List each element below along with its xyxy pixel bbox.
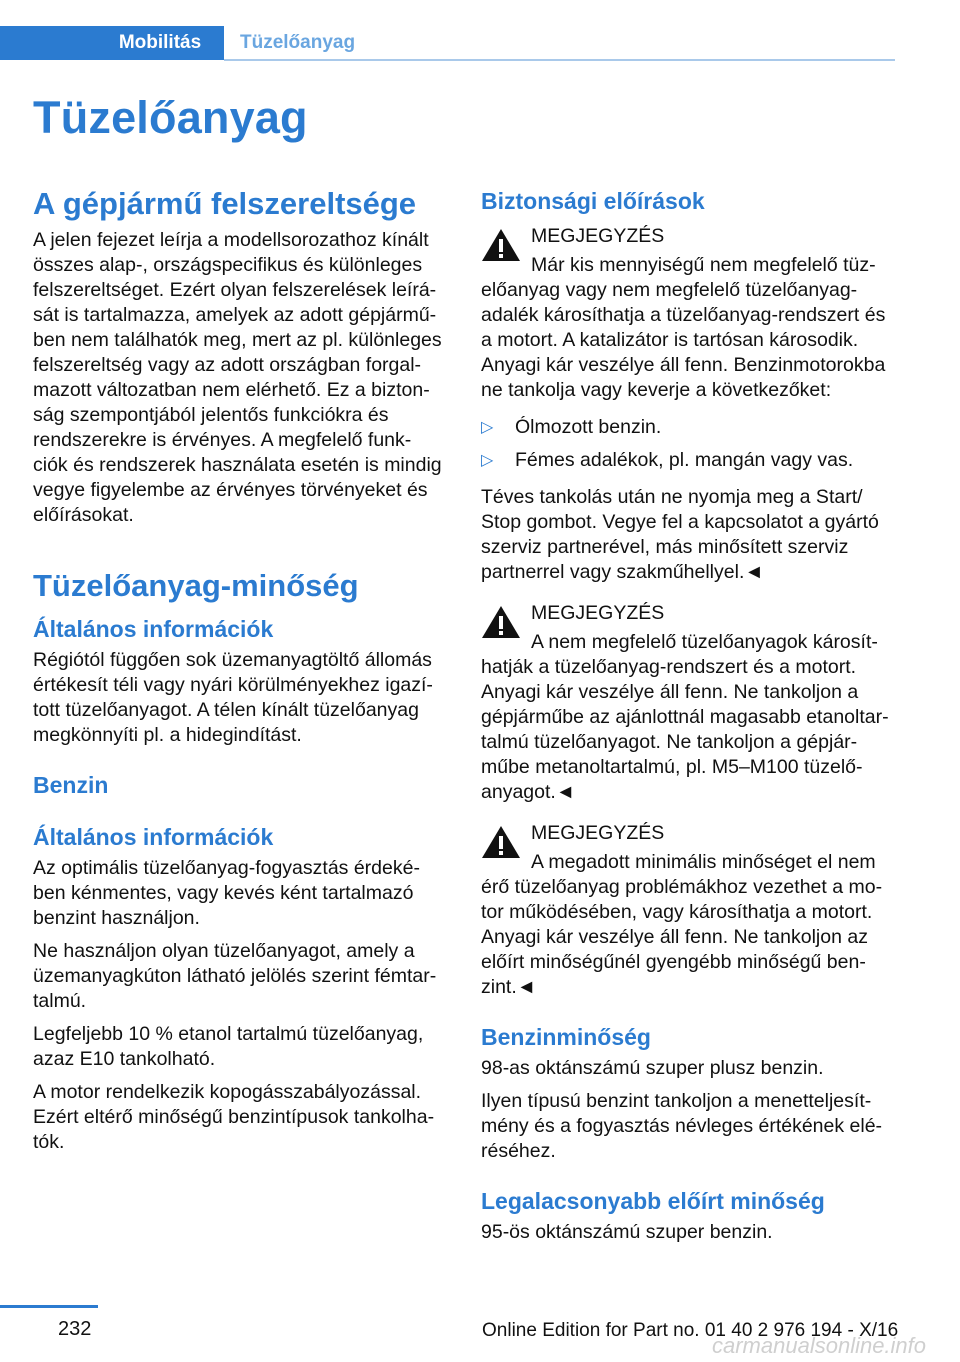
list-item-text: Fémes adalékok, pl. mangán vagy vas. — [515, 449, 854, 471]
section-title-equipment: A gépjármű felszereltsége — [33, 186, 417, 221]
header-divider — [224, 59, 895, 61]
footer-edition: Online Edition for Part no. 01 40 2 976 194 - X/16 — [482, 1320, 899, 1341]
warning-note — [481, 601, 895, 805]
note-rest: hatják a tüzelőanyag-rendszert és a motort. Anyagi kár veszélye áll fenn. Ne tankoljon a gépjárműbe az ajánlottnál magasabb etanoltar- talmú tüzelőanyagot. Ne tankoljon a gépjár- műbe metanoltartalmú, pl. M5–M100 tüzelő- anyagot.◄ — [481, 656, 889, 803]
note-label: MEGJEGYZÉS — [531, 602, 665, 624]
left-column — [33, 186, 451, 1163]
subsection-title-quality: Benzinminőség — [481, 1024, 651, 1050]
paragraph: Az optimális tüzelőanyag-fogyasztás érdeké- ben kénmentes, vagy kevés ként tartalmazó benzint használjon. — [33, 857, 420, 929]
paragraph: Régiótól függően sok üzemanyagtöltő állomás értékesít téli vagy nyári körülményekhez igazí- tott tüzelőanyagot. A télen kínált tüzelőanyag megkönnyíti pl. a hidegindítást. — [33, 649, 433, 746]
note-rest: érő tüzelőanyag problémákhoz vezethet a mo- tor működésében, vagy károsíthatja a motort. Anyagi kár veszélye áll fenn. Ne tankoljon az előírt minőségűnél gyengébb minőségű ben- zint.◄ — [481, 876, 883, 998]
warning-triangle-icon — [481, 605, 521, 639]
list-item — [481, 415, 895, 440]
warning-triangle-icon — [481, 825, 521, 859]
footer-divider — [0, 1305, 98, 1308]
warning-note — [481, 821, 895, 1000]
note-first-line: A megadott minimális minőséget el nem — [531, 851, 876, 873]
page-title: Tüzelőanyag — [33, 92, 308, 143]
paragraph: Ne használjon olyan tüzelőanyagot, amely a üzemanyagkúton látható jelölés szerint fémtar- talmú. — [33, 940, 437, 1012]
triangle-bullet-icon: ▷ — [481, 419, 494, 436]
subsection-title-general: Általános információk — [33, 616, 274, 642]
header-bar — [0, 26, 895, 62]
subsection-title-general-benzin: Általános információk — [33, 824, 274, 850]
warning-note — [481, 224, 895, 403]
triangle-bullet-icon: ▷ — [481, 452, 494, 469]
note-body — [481, 253, 895, 403]
list-item-text: Ólmozott benzin. — [515, 416, 662, 438]
subsection-title-safety: Biztonsági előírások — [481, 188, 705, 214]
subsection-title-minimum: Legalacsonyabb előírt minőség — [481, 1188, 825, 1214]
note-label: MEGJEGYZÉS — [531, 225, 665, 247]
paragraph: 95-ös oktánszámú szuper benzin. — [481, 1221, 773, 1243]
tab-tuzeloanyag[interactable]: Tüzelőanyag — [240, 32, 356, 53]
note-body — [481, 850, 895, 1000]
subsection-title-benzin: Benzin — [33, 772, 109, 798]
page-number: 232 — [58, 1318, 92, 1340]
bullet-list — [481, 415, 895, 473]
paragraph: Ilyen típusú benzint tankoljon a menetteljesít- mény és a fogyasztás névleges értékének elé- réséhez. — [481, 1090, 883, 1162]
note-body — [481, 630, 895, 805]
section-title-fuel-quality: Tüzelőanyag-minőség — [33, 568, 359, 603]
warning-triangle-icon — [481, 228, 521, 262]
right-column — [481, 186, 895, 1253]
paragraph: 98-as oktánszámú szuper plusz benzin. — [481, 1057, 824, 1079]
note-label: MEGJEGYZÉS — [531, 822, 665, 844]
watermark: carmanualsonline.info — [712, 1333, 927, 1358]
paragraph: A motor rendelkezik kopogásszabályozással. Ezért eltérő minőségű benzintípusok tankolha- tók. — [33, 1081, 435, 1153]
tab-mobilitas[interactable]: Mobilitás — [0, 26, 224, 60]
paragraph: Legfeljebb 10 % etanol tartalmú tüzelőanyag, azaz E10 tankolható. — [33, 1023, 424, 1070]
note-rest: előanyag vagy nem megfelelő tüzelőanyag- adalék károsíthatja a tüzelőanyag-rendszert és a motort. A katalizátor is tartósan károsodik. Anyagi kár veszélye áll fenn. Benzinmotorokba ne tankolja vagy keverje a következőket: — [481, 279, 886, 401]
note-first-line: Már kis mennyiségű nem megfelelő tüz- — [531, 254, 876, 276]
paragraph: A jelen fejezet leírja a modellsorozathoz kínált összes alap-, országspecifikus és különleges felszereltséget. Ezért olyan felszerelések leírá- sát is tartalmazza, amelyek az adott gépjármű- ben nem találhatók meg, mert az pl. különleges felszereltség vagy az adott országban forgal- mazott változatban nem elérhető. Ez a bizton- ság szempontjából jelentős funkciókra és rendszerekre is érvényes. A megfelelő funk- ciók és rendszerek használata esetén is mindig vegye figyelembe az érvényes törvényeket és előírásokat. — [33, 229, 442, 526]
list-item — [481, 448, 895, 473]
paragraph: Téves tankolás után ne nyomja meg a Start/ Stop gombot. Vegye fel a kapcsolatot a gyártó szerviz partnerével, más minősített szerviz partnerrel vagy szakműhellyel.◄ — [481, 486, 879, 583]
note-first-line: A nem megfelelő tüzelőanyagok károsít- — [531, 631, 878, 653]
